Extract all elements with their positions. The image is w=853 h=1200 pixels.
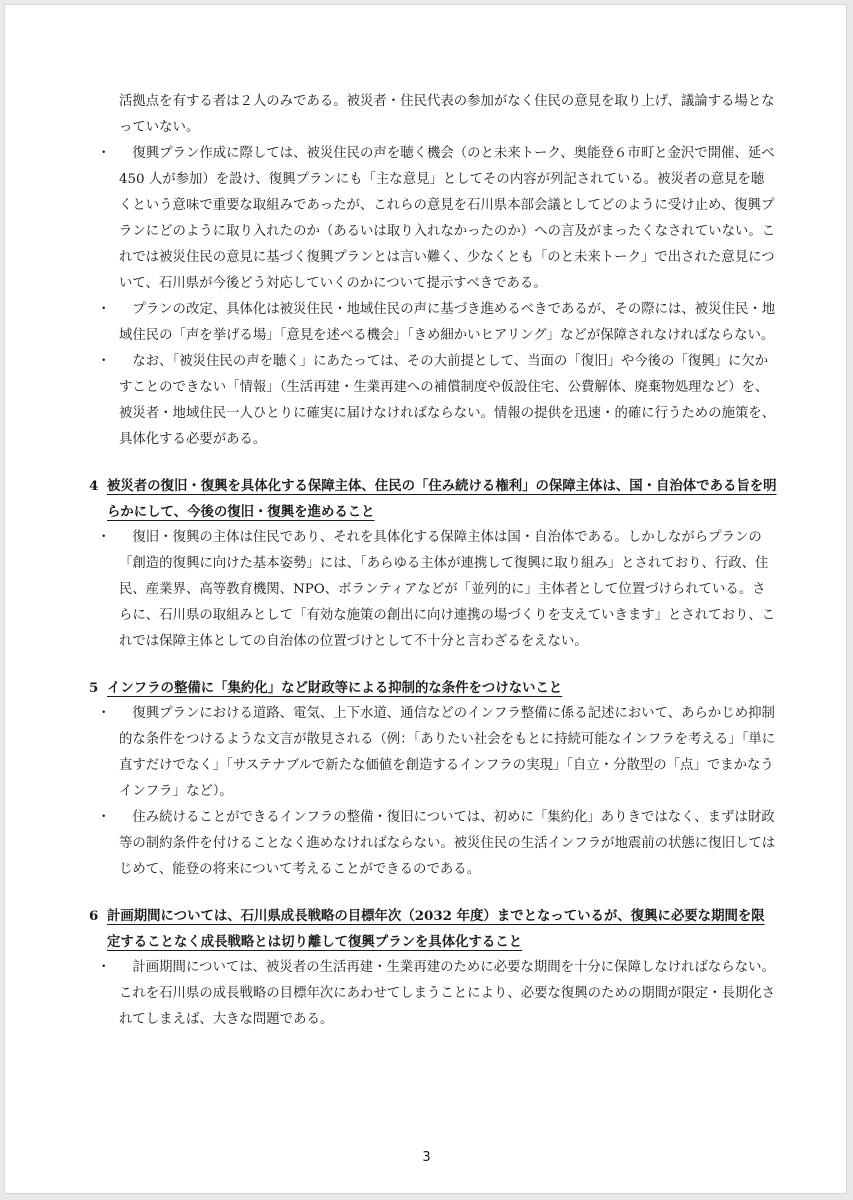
section-heading-6 — [89, 903, 777, 955]
bullet-text: なお、「被災住民の声を聴く」にあたっては、その大前提として、当面の「復旧」や今後の「復興」に欠かすことのできない「情報」（生活再建・生業再建への補償制度や仮設住宅、公費解体、廃棄物処理など）を、被災者・地域住民一人ひとりに確実に届けなければならない。情報の提供を迅速・的確に行うための施策を、具体化する必要がある。 — [119, 354, 776, 447]
bullet-text: 復興プランにおける道路、電気、上下水道、通信などのインフラ整備に係る記述において、あらかじめ抑制的な条件をつけるような文言が散見される（例：「ありたい社会をもとに持続可能なインフラを考える」「単に直すだけでなく」「サステナブルで新たな価値を創造するインフラの実現」「自立・分散型の「点」でまかなうインフラ」など）。 — [119, 706, 776, 799]
page-number: 3 — [422, 1150, 431, 1165]
bullet-mark: ・ — [97, 530, 111, 545]
section-title: 被災者の復旧・復興を具体化する保障主体、住民の「住み続ける権利」の保障主体は、国・自治体である旨を明らかにして、今後の復旧・復興を進めること — [107, 478, 777, 520]
section-number: 4 — [89, 478, 99, 494]
list-item — [89, 701, 777, 805]
bullet-text: 復興プラン作成に際しては、被災住民の声を聴く機会（のと未来トーク、奥能登６市町と金沢で開催、延べ 450 人が参加）を設け、復興プランにも「主な意見」としてその内容が列記されている。被災者の意見を聴くという意味で重要な取組みであったが、これらの意見を石川県本部会議としてどのように受け止め、復興プランにどのように取り入れたのか（あるいは取り入れなかったのか）への言及がまったくなされていない。これでは被災住民の意見に基づく復興プランとは言い難く、少なくとも「のと未来トーク」で出された意見について、石川県が今後どう対応していくのかについて提示すべきである。 — [119, 146, 776, 291]
bullet-mark: ・ — [97, 960, 111, 975]
document-page — [4, 4, 847, 1194]
list-item — [89, 297, 777, 349]
bullet-text: 復旧・復興の主体は住民であり、それを具体化する保障主体は国・自治体である。しかしながらプランの「創造的復興に向けた基本姿勢」には、「あらゆる主体が連携して復興に取り組み」とされており、行政、住民、産業界、高等教育機関、NPO、ボランティアなどが「並列的に」主体者として位置づけられている。さらに、石川県の取組みとして「有効な施策の創出に向け連携の場づくりを支えていきます」とされており、これでは保障主体としての自治体の位置づけとして不十分と言わざるをえない。 — [119, 530, 776, 649]
bullet-mark: ・ — [97, 146, 111, 161]
bullet-text: プランの改定、具体化は被災住民・地域住民の声に基づき進めるべきであるが、その際には、被災住民・地域住民の「声を挙げる場」「意見を述べる機会」「きめ細かいヒアリング」などが保障されなければならない。 — [119, 302, 776, 343]
bullet-mark: ・ — [97, 706, 111, 721]
page-body — [89, 89, 777, 1033]
list-item — [89, 349, 777, 453]
section-title: 計画期間については、石川県成長戦略の目標年次（2032 年度）までとなっているが、復興に必要な期間を限定することなく成長戦略とは切り離して復興プランを具体化すること — [107, 908, 765, 950]
section-number: 6 — [89, 908, 99, 924]
list-item — [89, 805, 777, 883]
section-heading-4 — [89, 473, 777, 525]
bullet-mark: ・ — [97, 354, 111, 369]
bullet-mark: ・ — [97, 302, 111, 317]
bullet-text: 計画期間については、被災者の生活再建・生業再建のために必要な期間を十分に保障しなければならない。これを石川県の成長戦略の目標年次にあわせてしまうことにより、必要な復興のための期間が限定・長期化されてしまえば、大きな問題である。 — [119, 960, 776, 1027]
section-heading-5 — [89, 675, 777, 701]
section-number: 5 — [89, 680, 99, 696]
list-item — [89, 141, 777, 297]
list-item — [89, 525, 777, 655]
bullet-text: 住み続けることができるインフラの整備・復旧については、初めに「集約化」ありきではなく、まずは財政等の制約条件を付けることなく進めなければならない。被災住民の生活インフラが地震前の状態に復旧してはじめて、能登の将来について考えることができるのである。 — [119, 810, 776, 877]
continuation-paragraph: 活拠点を有する者は２人のみである。被災者・住民代表の参加がなく住民の意見を取り上げ、議論する場となっていない。 — [119, 94, 775, 135]
list-item — [89, 955, 777, 1033]
section-title: インフラの整備に「集約化」など財政等による抑制的な条件をつけないこと — [107, 680, 563, 696]
bullet-mark: ・ — [97, 810, 111, 825]
